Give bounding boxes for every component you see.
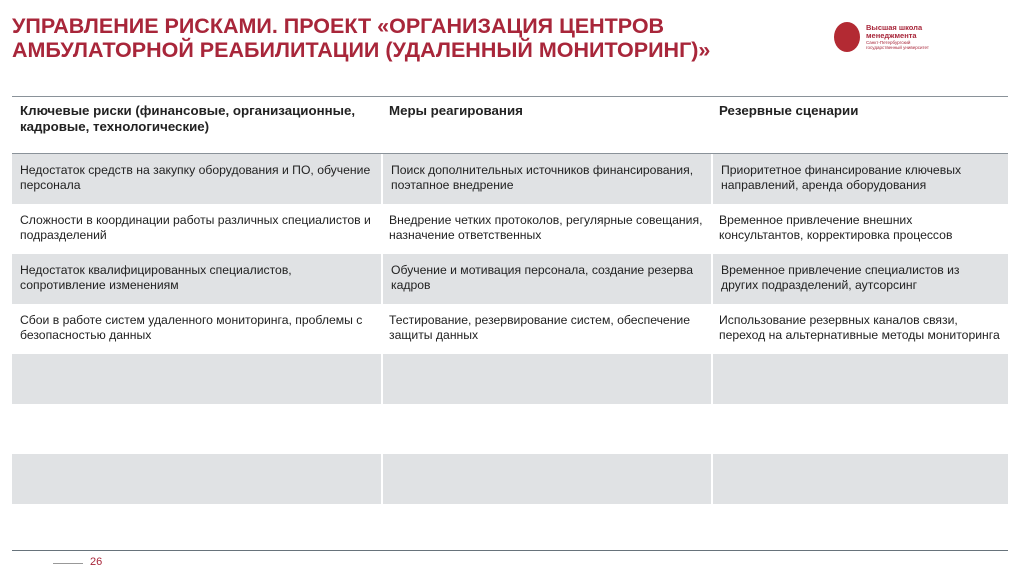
- table-row: [12, 254, 1008, 304]
- page-number: 26: [90, 556, 103, 568]
- table-cell: Временное привлечение внешних консультантов, корректировка процессов: [719, 213, 953, 242]
- table-row: [12, 304, 1008, 354]
- table-cell: [12, 354, 381, 404]
- page-number-line: [53, 563, 83, 564]
- header-risks: Ключевые риски (финансовые, организационные, кадровые, технологические): [20, 103, 356, 134]
- table-cell: Сложности в координации работы различных специалистов и подразделений: [20, 213, 371, 242]
- table-row: [12, 154, 1008, 204]
- table-cell: [381, 454, 711, 504]
- header-scenarios: Резервные сценарии: [719, 103, 859, 118]
- table-cell: Тестирование, резервирование систем, обеспечение защиты данных: [389, 313, 691, 342]
- table-row: [12, 404, 1008, 454]
- page-title: УПРАВЛЕНИЕ РИСКАМИ. ПРОЕКТ «ОРГАНИЗАЦИЯ ЦЕНТРОВ АМБУЛАТОРНОЙ РЕАБИЛИТАЦИИ (УДАЛЕННЫЙ МОНИТОРИНГ)»: [12, 14, 711, 62]
- logo-subtext: государственный университет: [866, 45, 929, 50]
- table-cell: [12, 404, 381, 454]
- header-measures: Меры реагирования: [389, 103, 523, 118]
- table-cell: Приоритетное финансирование ключевых направлений, аренда оборудования: [711, 154, 1008, 204]
- university-logo: [834, 22, 929, 52]
- table-cell: Использование резервных каналов связи, переход на альтернативные методы мониторинга: [719, 313, 1000, 342]
- logo-text: Высшая школа: [866, 23, 923, 32]
- logo-seal-icon: [834, 22, 860, 52]
- table-cell: [711, 354, 1008, 404]
- risk-table: [12, 96, 1008, 504]
- table-cell: [381, 404, 711, 454]
- table-cell: Внедрение четких протоколов, регулярные совещания, назначение ответственных: [389, 213, 703, 242]
- logo-text: менеджмента: [866, 31, 917, 40]
- table-row: [12, 454, 1008, 504]
- table-header: [12, 97, 1008, 154]
- table-row: [12, 204, 1008, 254]
- table-cell: [381, 354, 711, 404]
- footer-divider: [12, 550, 1008, 551]
- table-cell: Недостаток средств на закупку оборудования и ПО, обучение персонала: [20, 163, 371, 192]
- table-cell: Недостаток квалифицированных специалистов, сопротивление изменениям: [20, 263, 292, 292]
- table-cell: [711, 454, 1008, 504]
- table-cell: Сбои в работе систем удаленного мониторинга, проблемы с безопасностью данных: [20, 313, 363, 342]
- table-cell: Временное привлечение специалистов из других подразделений, аутсорсинг: [711, 254, 1008, 304]
- table-cell: [12, 454, 381, 504]
- table-cell: Обучение и мотивация персонала, создание резерва кадров: [381, 254, 711, 304]
- table-cell: [711, 404, 1008, 454]
- table-cell: Поиск дополнительных источников финансирования, поэтапное внедрение: [381, 154, 711, 204]
- table-row: [12, 354, 1008, 404]
- logo-subtext: Санкт-Петербургский: [866, 40, 911, 45]
